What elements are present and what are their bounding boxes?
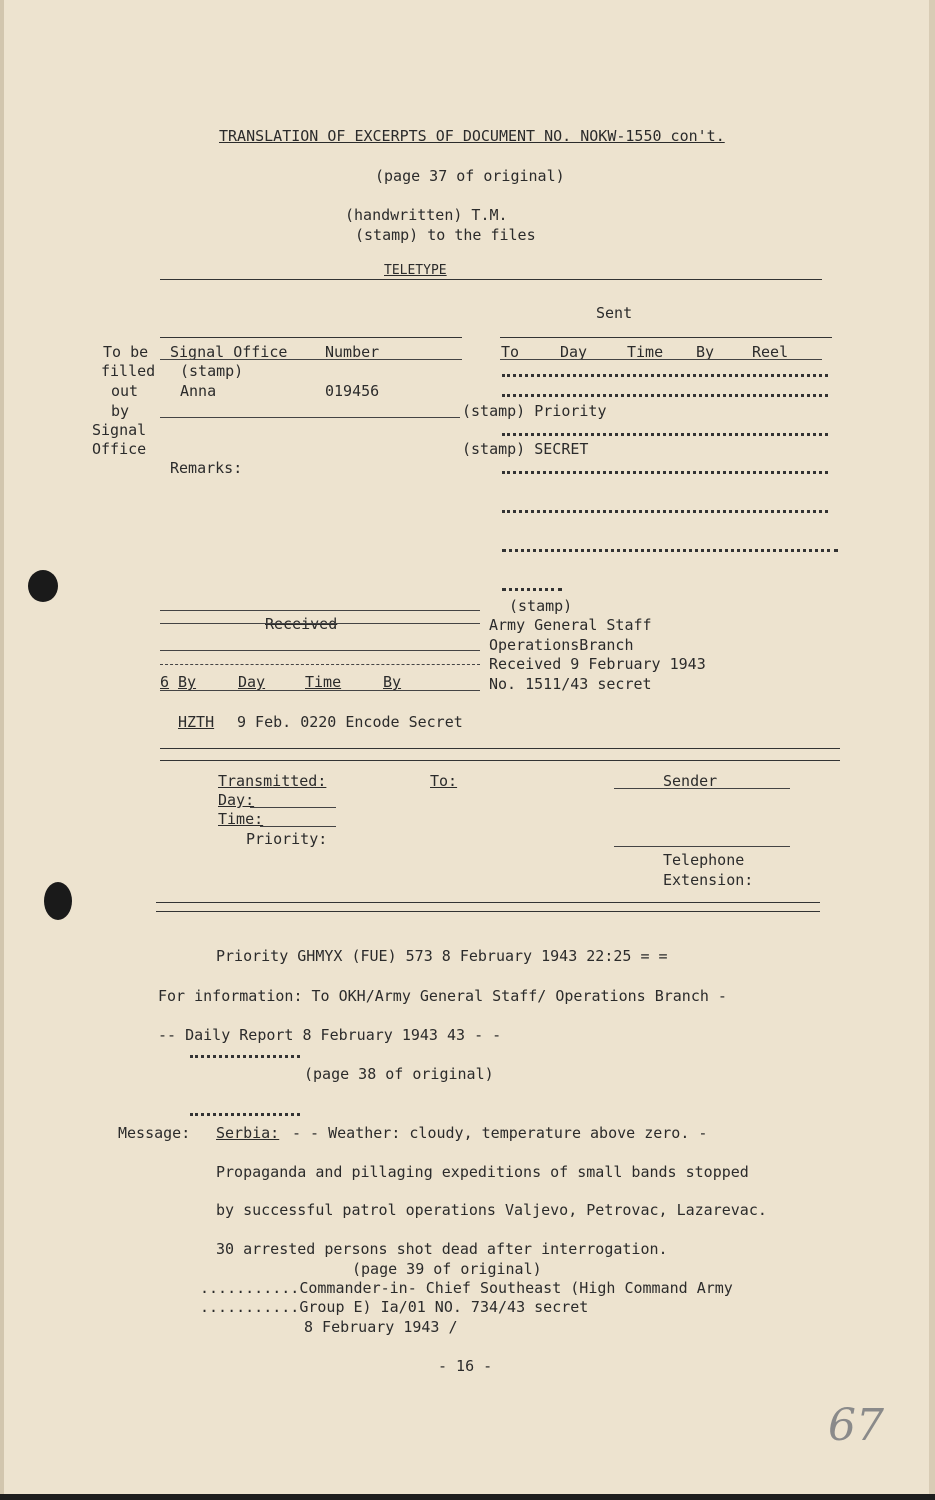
- sent-header-rule: [500, 359, 822, 360]
- sent-col-reel: Reel: [752, 343, 789, 361]
- body-line-commander: ...........Commander-in- Chief Southeast (High Command Army: [200, 1279, 733, 1297]
- remarks-dotted-line-1: [502, 471, 828, 474]
- body-line-priority: Priority GHMYX (FUE) 573 8 February 1943 22:25 = =: [216, 947, 668, 965]
- sender-label: Sender: [663, 772, 718, 790]
- punch-hole-bottom: [44, 882, 72, 920]
- teletype-heading: TELETYPE: [384, 263, 447, 278]
- transmit-time-rule: [260, 826, 336, 827]
- body-line-information: For information: To OKH/Army General Staff/ Operations Branch -: [158, 987, 727, 1005]
- body-line-propaganda: Propaganda and pillaging expeditions of small bands stopped: [216, 1163, 749, 1181]
- page-bottom-edge: [0, 1494, 935, 1500]
- remarks-dotted-line-4: [502, 588, 562, 591]
- body-line-date: 8 February 1943 /: [304, 1318, 458, 1336]
- sender-rule: [614, 788, 790, 789]
- stamp-secret: (stamp) SECRET: [462, 440, 589, 458]
- telephone-rule: [614, 846, 790, 847]
- transmit-bottom-rule-1: [156, 902, 820, 903]
- body-dots-2: [190, 1113, 300, 1116]
- transmit-bottom-rule-2: [156, 911, 820, 912]
- transmit-day-rule: [250, 807, 336, 808]
- received-rule-5: [160, 690, 480, 691]
- telephone-label: Telephone: [663, 851, 745, 869]
- page-ref-37: (page 37 of original): [375, 167, 565, 185]
- left-label-3: out: [111, 382, 139, 400]
- sent-label: Sent: [596, 304, 633, 322]
- transmitted-label: Transmitted:: [218, 772, 327, 790]
- remarks-dotted-line-3: [502, 549, 838, 552]
- transmit-to-label: To:: [430, 772, 458, 790]
- received-rule-3: [160, 650, 480, 651]
- left-label-6: Office: [92, 440, 147, 458]
- stamp-priority: (stamp) Priority: [462, 402, 607, 420]
- recv-stamp-line-5: No. 1511/43 secret: [489, 675, 652, 693]
- sent-col-by: By: [696, 343, 715, 361]
- body-line-daily-report: -- Daily Report 8 February 1943 43 - -: [158, 1026, 502, 1044]
- extension-label: Extension:: [663, 871, 754, 889]
- transmit-day-label: Day:: [218, 791, 255, 809]
- page-ref-38: (page 38 of original): [304, 1065, 494, 1083]
- sent-dotted-line-3: [502, 433, 828, 436]
- handwritten-folio-mark: 67: [828, 1400, 884, 1451]
- page-right-edge: [929, 0, 935, 1500]
- recv-col-prefix: 6: [160, 673, 170, 691]
- message-label: Message:: [118, 1124, 191, 1142]
- received-rule-4: [160, 664, 480, 665]
- signal-office-value: Anna: [180, 382, 217, 400]
- sent-col-day: Day: [560, 343, 588, 361]
- body-dots-1: [190, 1055, 300, 1058]
- recv-col-day: Day: [238, 673, 266, 691]
- left-label-1: To be: [103, 343, 149, 361]
- received-rule-2: [160, 623, 480, 624]
- body-line-weather: - - Weather: cloudy, temperature above zero. -: [292, 1124, 708, 1142]
- page-ref-39: (page 39 of original): [352, 1260, 542, 1278]
- sent-col-time: Time: [627, 343, 664, 361]
- transmit-top-rule-1: [160, 748, 840, 749]
- recv-col-time: Time: [305, 673, 342, 691]
- punch-hole-top: [28, 570, 58, 602]
- sent-col-to: To: [501, 343, 520, 361]
- signal-office-header-rule: [160, 359, 462, 360]
- number-header: Number: [325, 343, 380, 361]
- signal-office-top-rule: [160, 337, 462, 338]
- stamp-files: (stamp) to the files: [355, 226, 536, 244]
- sent-top-rule: [500, 337, 832, 338]
- document-title: TRANSLATION OF EXCERPTS OF DOCUMENT NO. NOKW-1550 con't.: [219, 127, 725, 145]
- stamp-label-1: (stamp): [180, 362, 244, 380]
- body-line-patrol: by successful patrol operations Valjevo, Petrovac, Lazarevac.: [216, 1201, 767, 1219]
- recv-col-by: By: [178, 673, 197, 691]
- transmit-time-label: Time:: [218, 810, 264, 828]
- received-rule-1: [160, 610, 480, 611]
- transmit-priority-label: Priority:: [246, 830, 328, 848]
- signal-office-header: Signal Office: [170, 343, 288, 361]
- recv-col-by2: By: [383, 673, 402, 691]
- teletype-rule: [160, 279, 822, 280]
- signal-office-bottom-rule: [160, 417, 460, 418]
- hzth-line: 9 Feb. 0220 Encode Secret: [237, 713, 463, 731]
- hzth-code: HZTH: [178, 713, 215, 731]
- left-label-4: by: [111, 402, 130, 420]
- number-value: 019456: [325, 382, 380, 400]
- handwritten-note: (handwritten) T.M.: [345, 206, 508, 224]
- sent-dotted-line-2: [502, 394, 828, 397]
- serbia-label: Serbia:: [216, 1124, 280, 1142]
- body-line-group: ...........Group E) Ia/01 NO. 734/43 secret: [200, 1298, 589, 1316]
- page-left-edge: [0, 0, 4, 1500]
- received-label: Received: [265, 615, 338, 633]
- recv-stamp-line-1: (stamp): [509, 597, 573, 615]
- recv-stamp-line-4: Received 9 February 1943: [489, 655, 706, 673]
- remarks-label: Remarks:: [170, 459, 243, 477]
- left-label-5: Signal: [92, 421, 147, 439]
- left-label-2: filled: [101, 362, 156, 380]
- sent-dotted-line-1: [502, 374, 828, 377]
- transmit-top-rule-2: [160, 760, 840, 761]
- page-number: - 16 -: [438, 1357, 493, 1375]
- remarks-dotted-line-2: [502, 510, 828, 513]
- body-line-arrested: 30 arrested persons shot dead after interrogation.: [216, 1240, 668, 1258]
- recv-stamp-line-2: Army General Staff: [489, 616, 652, 634]
- recv-stamp-line-3: OperationsBranch: [489, 636, 634, 654]
